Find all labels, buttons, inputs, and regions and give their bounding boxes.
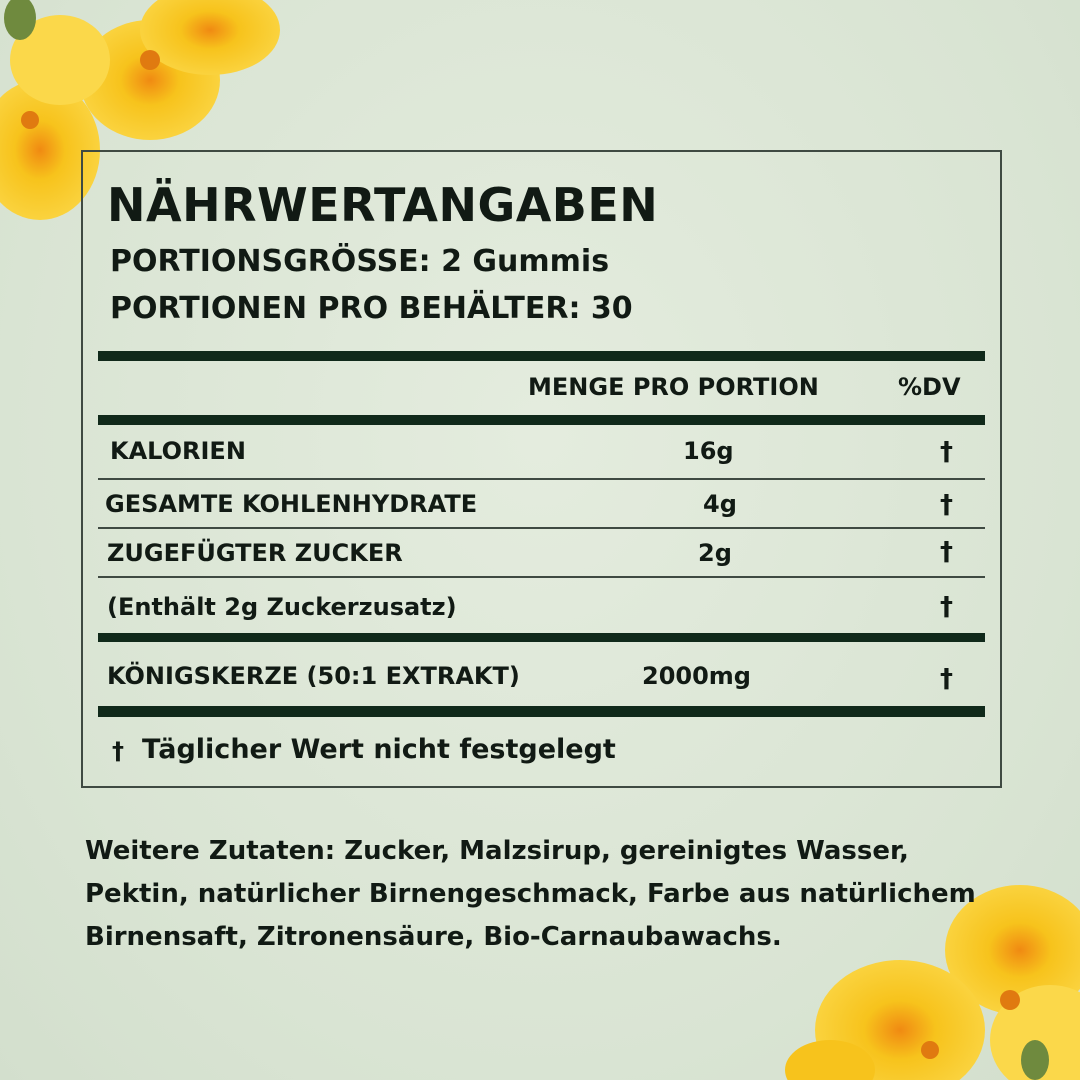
dagger-icon: † [940,592,953,622]
label-title: NÄHRWERTANGABEN [107,178,659,232]
dagger-icon: † [112,737,124,765]
column-header-dv: %DV [898,373,961,401]
row-amount: 4g [703,490,737,518]
row-name: KÖNIGSKERZE (50:1 EXTRAKT) [107,662,520,690]
divider-thick [98,351,985,361]
dagger-icon: † [940,437,953,467]
row-name: ZUGEFÜGTER ZUCKER [107,539,403,567]
divider-thin [98,527,985,529]
row-name: KALORIEN [110,437,246,465]
servings-per-container: PORTIONEN PRO BEHÄLTER: 30 [110,291,633,326]
ingredients-text: Weitere Zutaten: Zucker, Malzsirup, gereinigtes Wasser, Pektin, natürlicher Birnengeschmack, Farbe aus natürlichem Birnensaft, Zitronensäure, Bio-Carnaubawachs. [85,836,976,952]
divider-thin [98,478,985,480]
divider-thick [98,415,985,425]
divider-thick [98,633,985,642]
row-amount: 16g [683,437,734,465]
footnote: Täglicher Wert nicht festgelegt [142,734,616,765]
dagger-icon: † [940,664,953,694]
divider-thick [98,706,985,717]
serving-size: PORTIONSGRÖSSE: 2 Gummis [110,244,610,279]
dagger-icon: † [940,537,953,567]
row-name: (Enthält 2g Zuckerzusatz) [107,593,457,621]
column-header-amount: MENGE PRO PORTION [528,373,819,401]
row-amount: 2g [698,539,732,567]
row-name: GESAMTE KOHLENHYDRATE [105,490,478,518]
divider-thin [98,576,985,578]
row-amount: 2000mg [642,662,751,690]
dagger-icon: † [940,490,953,520]
